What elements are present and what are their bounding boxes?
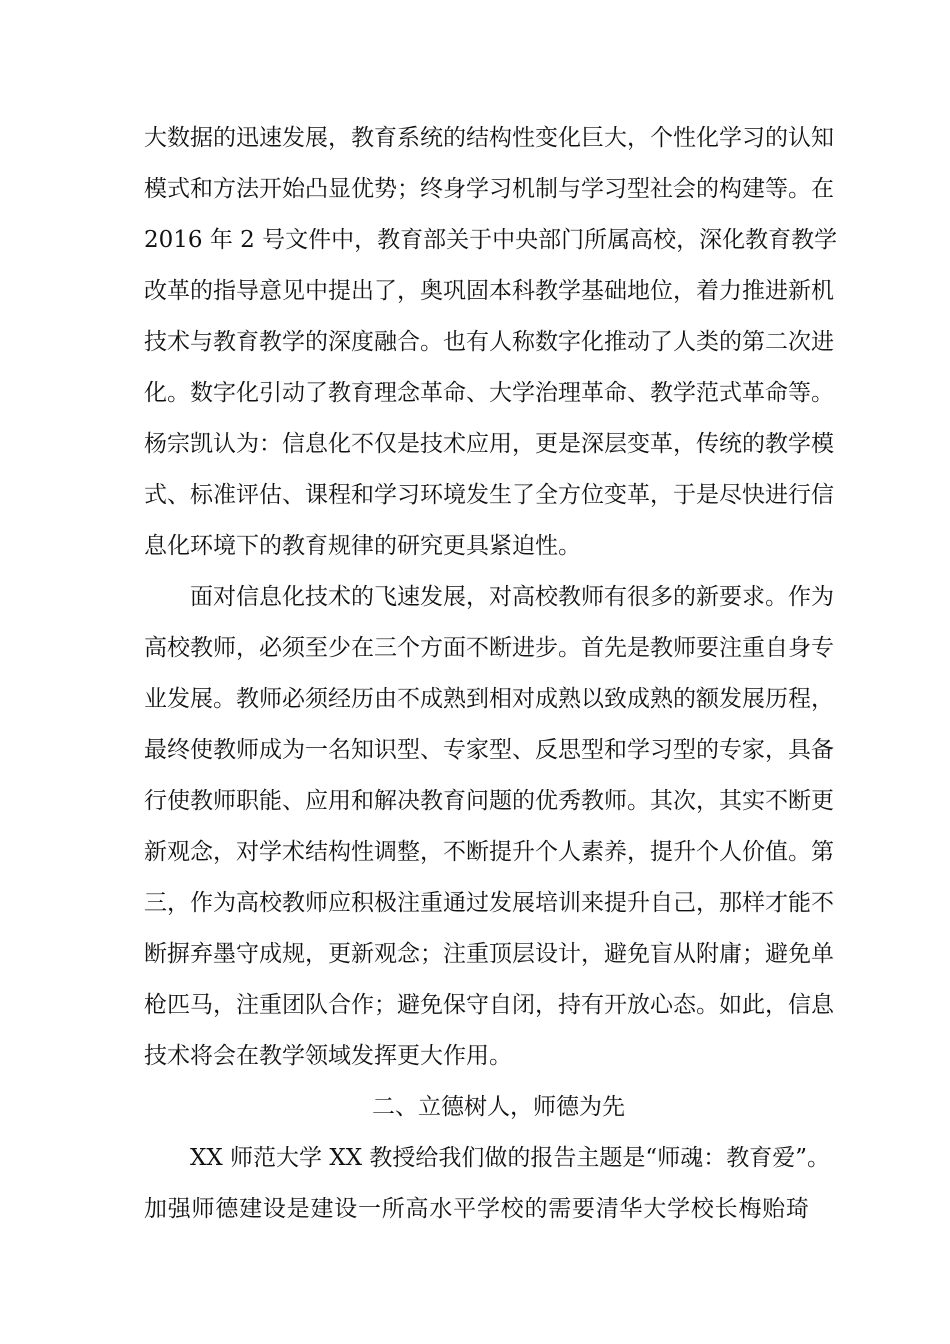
text-line: 业发展。教师必须经历由不成熟到相对成熟以致成熟的额发展历程， [144, 686, 834, 712]
text-line: 技术与教育教学的深度融合。也有人称数字化推动了人类的第二次进 [144, 329, 834, 355]
text-line: 枪匹马，注重团队合作；避免保守自闭，持有开放心态。如此，信息 [144, 992, 834, 1018]
section-heading: 二、立德树人，师德为先 [372, 1094, 625, 1120]
text-line: 面对信息化技术的飞速发展，对高校教师有很多的新要求。作为 [190, 584, 834, 610]
text-line: 杨宗凯认为：信息化不仅是技术应用，更是深层变革，传统的教学模 [144, 431, 834, 457]
text-line: 改革的指导意见中提出了，奥巩固本科教学基础地位，着力推进新机 [144, 278, 834, 304]
text-line: XX 师范大学 XX 教授给我们做的报告主题是“师魂：教育爱”。 [190, 1145, 830, 1171]
text-line: 断摒弃墨守成规，更新观念；注重顶层设计，避免盲从附庸；避免单 [144, 941, 834, 967]
text-line: 新观念，对学术结构性调整，不断提升个人素养，提升个人价值。第 [144, 839, 834, 865]
text-line: 2016 年 2 号文件中，教育部关于中央部门所属高校，深化教育教学 [144, 227, 838, 253]
text-line: 最终使教师成为一名知识型、专家型、反思型和学习型的专家，具备 [144, 737, 834, 763]
text-line: 式、标准评估、课程和学习环境发生了全方位变革，于是尽快进行信 [144, 482, 834, 508]
text-line: 技术将会在教学领域发挥更大作用。 [144, 1043, 512, 1069]
text-line: 高校教师，必须至少在三个方面不断进步。首先是教师要注重自身专 [144, 635, 834, 661]
text-line: 行使教师职能、应用和解决教育问题的优秀教师。其次，其实不断更 [144, 788, 834, 814]
text-line: 加强师德建设是建设一所高水平学校的需要清华大学校长梅贻琦 [144, 1196, 809, 1222]
text-line: 化。数字化引动了教育理念革命、大学治理革命、教学范式革命等。 [144, 380, 834, 406]
text-line: 大数据的迅速发展，教育系统的结构性变化巨大，个性化学习的认知 [144, 125, 834, 151]
text-line: 三，作为高校教师应积极注重通过发展培训来提升自己，那样才能不 [144, 890, 834, 916]
text-line: 息化环境下的教育规律的研究更具紧迫性。 [144, 533, 581, 559]
text-line: 模式和方法开始凸显优势；终身学习机制与学习型社会的构建等。在 [144, 176, 834, 202]
